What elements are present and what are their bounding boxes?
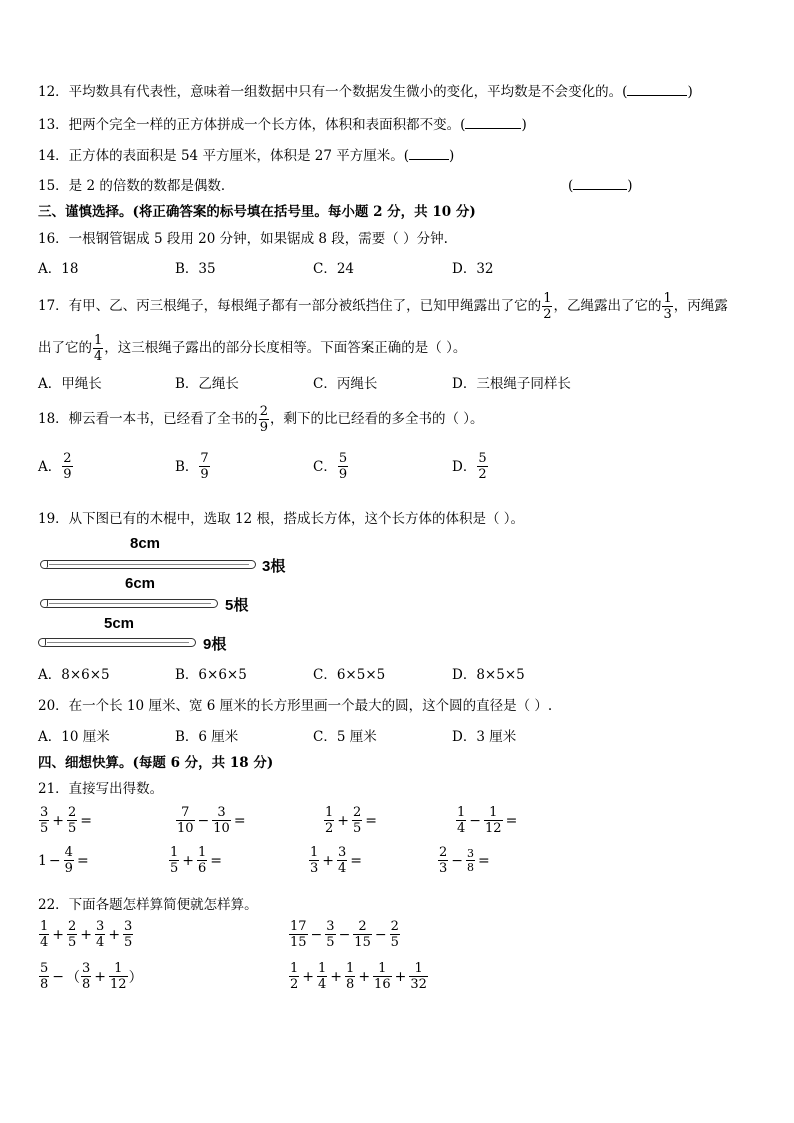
q21-expression: $\frac{1}{3}$ + $\frac{3}{4}$ = [310,845,363,876]
question-19: 19．从下图已有的木棍中，选取 12 根，搭成长方体，这个长方体的体积是（ ）。 [38,511,524,527]
q21-expression: $\frac{2}{3}$ − $\frac{3}{8}$ = [439,845,490,876]
q20-option-b[interactable]: B．6 厘米 [175,729,239,745]
q17-option-a[interactable]: A．甲绳长 [38,376,102,392]
question-20: 20．在一个长 10 厘米、宽 6 厘米的长方形里画一个最大的圆，这个圆的直径是（ ）. [38,698,553,714]
q20-option-a[interactable]: A．10 厘米 [38,729,110,745]
q22-expression: $\frac{5}{8}$ − （ $\frac{3}{8}$ + $\frac{1}{12}$ ） [40,961,143,992]
q19-option-a[interactable]: A．8×6×5 [38,667,110,683]
question-12: 12．平均数具有代表性，意味着一组数据中只有一个数据发生微小的变化，平均数是不会变化的。( ) [38,84,693,100]
question-16: 16．一根钢管锯成 5 段用 20 分钟，如果锯成 8 段，需要（ ）分钟. [38,231,448,247]
stick-length-label: 6cm [125,575,156,592]
answer-blank[interactable] [409,147,449,160]
stick-length-label: 5cm [104,615,135,632]
q21-expression: $\frac{1}{5}$ + $\frac{1}{6}$ = [170,845,223,876]
question-17-line1: 17．有甲、乙、丙三根绳子，每根绳子都有一部分被纸挡住了，已知甲绳露出了它的 $\frac{1}{2}$ ，乙绳露出了它的 $\frac{1}{3}$ ，丙绳露 [38,290,728,322]
stick-count-label: 9根 [203,636,227,653]
question-17-line2: 出了它的 $\frac{1}{4}$ ，这三根绳子露出的部分长度相等。下面答案正确的是（ ）。 [38,332,467,364]
q16-option-c[interactable]: C．24 [313,261,355,277]
question-21: 21．直接写出得数。 [38,781,164,797]
q19-option-d[interactable]: D．8×5×5 [452,667,525,683]
q16-option-a[interactable]: A．18 [38,261,79,277]
q18-option-a[interactable]: A． $\frac{2}{9}$ [38,451,72,482]
fraction: $\frac{7}{9}$ [200,451,209,482]
fraction: $\frac{2}{9}$ [259,403,268,435]
question-15: 15．是 2 的倍数的数都是偶数． [38,178,235,194]
fraction: $\frac{1}{3}$ [663,290,672,322]
q21-expression: $\frac{7}{10}$ − $\frac{3}{10}$ = [177,805,246,836]
q22-expression: $\frac{17}{15}$ − $\frac{3}{5}$ − $\frac{2}{15}$ − $\frac{2}{5}$ [290,919,399,950]
question-18: 18．柳云看一本书，已经看了全书的 $\frac{2}{9}$ ，剩下的比已经看的多全书的（ ）。 [38,403,484,435]
fraction: $\frac{5}{9}$ [338,451,348,482]
stick-5cm [38,638,196,647]
section-3-title: 三、谨慎选择。(将正确答案的标号填在括号里。每小题 2 分，共 10 分) [38,204,476,220]
stick-6cm [40,599,218,608]
q19-option-c[interactable]: C．6×5×5 [313,667,386,683]
fraction: $\frac{1}{2}$ [543,290,552,322]
q20-option-d[interactable]: D．3 厘米 [452,729,517,745]
q18-option-c[interactable]: C． $\frac{5}{9}$ [313,451,348,482]
q22-expression: $\frac{1}{4}$ + $\frac{2}{5}$ + $\frac{3}{4}$ + $\frac{3}{5}$ [40,919,133,950]
q22-expression: $\frac{1}{2}$ + $\frac{1}{4}$ + $\frac{1}{8}$ + $\frac{1}{16}$ + $\frac{1}{32}$ [290,961,427,992]
stick-8cm [40,560,256,569]
q19-option-b[interactable]: B．6×6×5 [175,667,247,683]
q21-expression: $\frac{1}{4}$ − $\frac{1}{12}$ = [457,805,518,836]
q21-expression: 1 − $\frac{4}{9}$ = [38,845,89,876]
q17-option-c[interactable]: C．丙绳长 [313,376,378,392]
q18-option-d[interactable]: D． $\frac{5}{2}$ [452,451,487,482]
fraction: $\frac{2}{9}$ [63,451,72,482]
q17-option-d[interactable]: D．三根绳子同样长 [452,376,571,392]
fraction: $\frac{1}{4}$ [94,332,103,364]
fraction: $\frac{5}{2}$ [478,451,487,482]
question-22: 22．下面各题怎样算简便就怎样算。 [38,897,258,913]
section-4-title: 四、细想快算。(每题 6 分，共 18 分) [38,755,274,771]
stick-count-label: 5根 [225,597,249,614]
q17-option-b[interactable]: B．乙绳长 [175,376,239,392]
question-13: 13．把两个完全一样的正方体拼成一个长方体，体积和表面积都不变。( ) [38,117,527,133]
question-14: 14．正方体的表面积是 54 平方厘米，体积是 27 平方厘米。( ) [38,148,455,164]
q21-expression: $\frac{3}{5}$ + $\frac{2}{5}$ = [40,805,93,836]
stick-count-label: 3根 [262,558,286,575]
question-15-blank: ( ) [568,178,633,194]
q18-option-b[interactable]: B． $\frac{7}{9}$ [175,451,209,482]
q20-option-c[interactable]: C．5 厘米 [313,729,377,745]
q16-option-b[interactable]: B．35 [175,261,216,277]
answer-blank[interactable] [627,83,687,96]
answer-blank[interactable] [573,177,627,190]
q16-option-d[interactable]: D．32 [452,261,494,277]
stick-length-label: 8cm [130,535,161,552]
answer-blank[interactable] [465,116,521,129]
q21-expression: $\frac{1}{2}$ + $\frac{2}{5}$ = [325,805,378,836]
